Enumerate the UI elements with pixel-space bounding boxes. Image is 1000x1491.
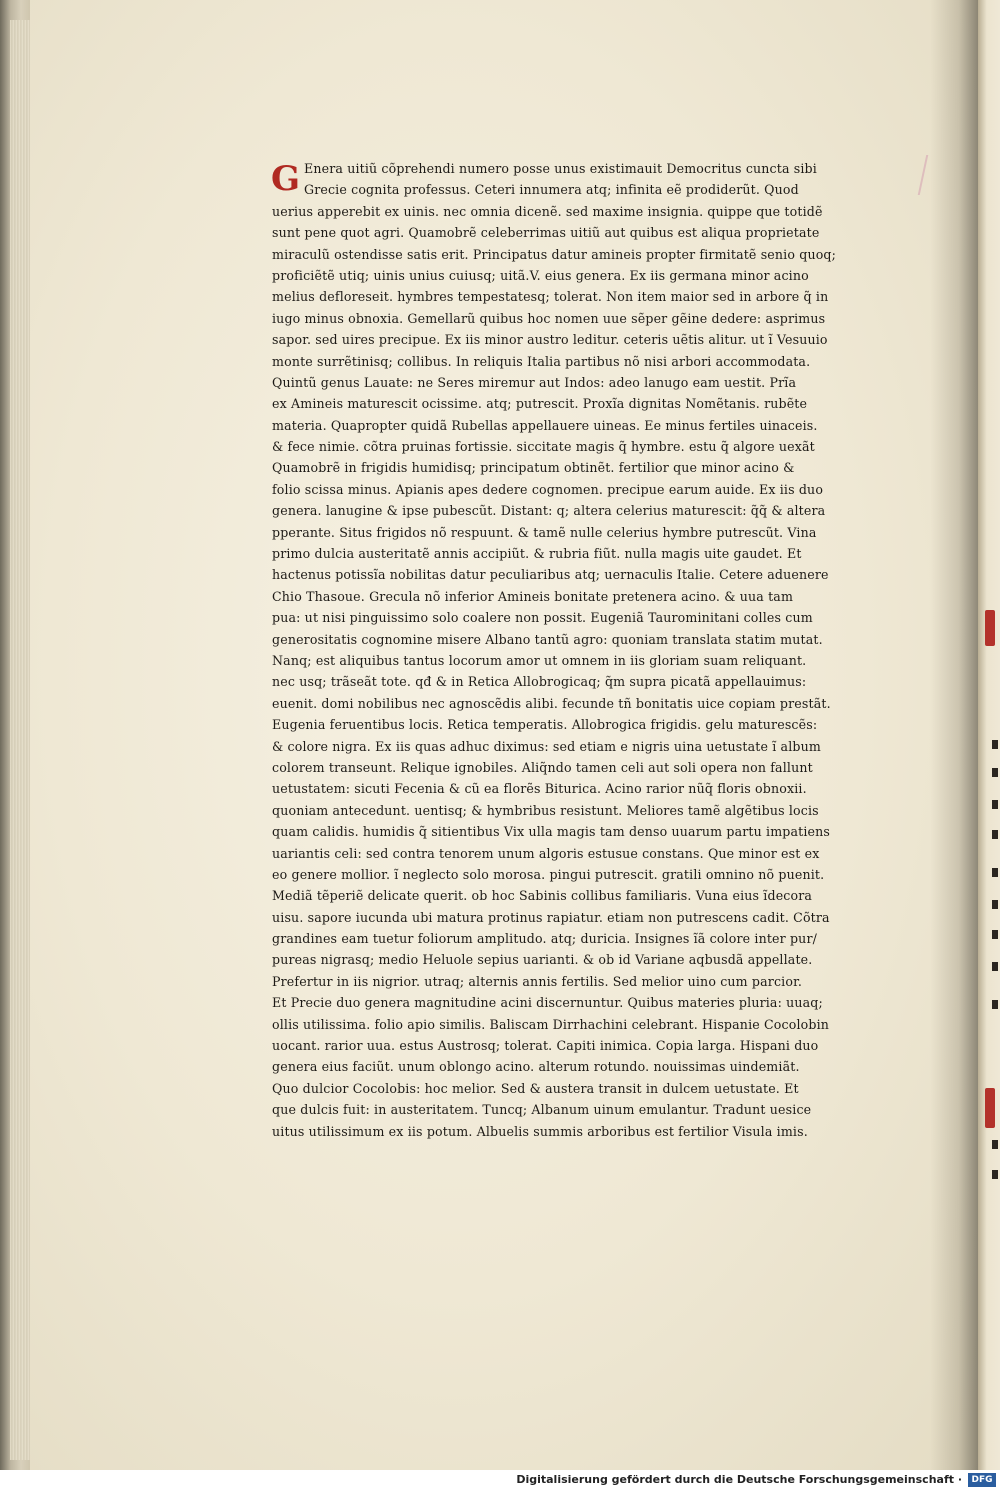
text-line: uitus utilissimum ex iis potum. Albuelis summis arboribus est fertilior Visula imis.	[272, 1123, 808, 1139]
gutter-shadow	[930, 0, 978, 1470]
text-line: Eugenia feruentibus locis. Retica temperatis. Allobrogica frigidis. gelu maturescẽs:	[272, 717, 818, 733]
text-line: uetustatem: sicuti Fecenia & cũ ea florẽs Biturica. Acino rarior nũq̃ floris obnoxii.	[272, 781, 807, 797]
text-line: iugo minus obnoxia. Gemellarũ quibus hoc nomen uue sẽper gẽine dedere: asprimus	[272, 310, 826, 326]
facing-page-text-fragment	[992, 1170, 998, 1179]
text-line: sunt pene quot agri. Quamobrẽ celeberrimas uitiũ aut quibus est aliqua proprietate	[272, 225, 820, 241]
text-line: ex Amineis maturescit ocissime. atq; putrescit. Proxĩa dignitas Nomẽtanis. rubẽte	[272, 396, 808, 412]
text-line: grandines eam tuetur foliorum amplitudo. atq; duricia. Insignes ĩã colore inter pur/	[272, 931, 818, 947]
page-stack	[10, 20, 32, 1460]
text-line: Nanq; est aliquibus tantus locorum amor ut omnem in iis gloriam suam reliquant.	[272, 652, 807, 668]
facing-page-text-fragment	[992, 768, 998, 777]
facing-page-text-fragment	[992, 740, 998, 749]
text-line: quam calidis. humidis q̃ sitientibus Vix ulla magis tam denso uuarum partu impatiens	[272, 824, 831, 840]
text-line: olli̇s utilissima. folio apio similis. Baliscam Dirrhachini celebrant. Hispanie Cocolobin	[272, 1016, 830, 1032]
text-line: Mediã tẽperiẽ delicate querit. ob hoc Sabinis collibus familiaris. Vuna eius ĩdecora	[272, 888, 813, 904]
text-line: Grecie cognita professus. Ceteri innumera atq; infinita eẽ prodiderũt. Quod	[304, 182, 799, 198]
facing-page-text-fragment	[992, 930, 998, 939]
text-line: generositatis cognomine misere Albano tantũ agro: quoniam translata statim mutat.	[272, 631, 823, 647]
incunabula-text-block	[272, 158, 912, 1142]
text-line: sapor. sed uires precipue. Ex iis minor austro leditur. ceteris uẽtis alitur. ut ĩ Vesuuio	[272, 332, 828, 348]
facing-page-text-fragment	[992, 1000, 998, 1009]
text-line: eo genere mollior. ĩ neglecto solo morosa. pingui putrescit. gratili omnino nõ puenit.	[272, 866, 825, 882]
text-line: pua: ut nisi pinguissimo solo coalere non possit. Eugeniã Taurominitani colles cum	[272, 610, 813, 626]
text-line: Quamobrẽ in frigidis humidisq; principatum obtinẽt. fertilior que minor acino &	[272, 460, 795, 476]
text-line: pureas nigrasq; medio Heluole sepius uarianti. & ob id Variane aqbusdã appellate.	[272, 952, 813, 968]
text-line: folio scissa minus. Apianis apes dedere cognomen. precipue earum auide. Ex iis duo	[272, 481, 824, 497]
facing-page-text-fragment	[992, 1140, 998, 1149]
text-line: uariantis celi: sed contra tenorem unum algoris estusue constans. Que minor est ex	[272, 845, 820, 861]
rubricated-initial: G	[271, 159, 301, 199]
text-line: Quintũ genus Lauate: ne Seres miremur aut Indos: adeo lanugo eam uestit. Prĩa	[272, 374, 797, 390]
text-line: melius defloreseit. hymbres tempestatesq; tolerat. Non item maior sed in arbore q̃ in	[272, 289, 829, 305]
text-line: primo dulcia austeritatẽ annis accipiũt. & rubria fiũt. nulla magis uite gaudet. Et	[272, 546, 802, 562]
text-line: Enera uitiũ cõprehendi numero posse unus existimauit Democritus cuncta sibi	[304, 161, 817, 176]
text-line: uerius apperebit ex uinis. nec omnia dicenẽ. sed maxime insignia. quippe que totidẽ	[272, 203, 823, 219]
text-line: pperante. Situs frigidos nõ respuunt. & tamẽ nulle celerius hymbre putrescũt. Vina	[272, 524, 817, 540]
funding-credit: Digitalisierung gefördert durch die Deutsche Forschungsgemeinschaft ·	[516, 1473, 962, 1486]
facing-page-text-fragment	[992, 962, 998, 971]
facing-page-text-fragment	[992, 800, 998, 809]
text-line: nec usq; trãseãt tote. qđ & in Retica Allobrogicaq; q̃m supra picatã appellauimus:	[272, 674, 807, 690]
text-line: monte surrẽtinisq; collibus. In reliquis Italia partibus nõ nisi arbori accommodata.	[272, 353, 811, 369]
facing-page-text-fragment	[992, 830, 998, 839]
text-line: uisu. sapore iucunda ubi matura protinus rapiatur. etiam non putrescens cadit. Cõtra	[272, 909, 830, 925]
text-line: que dulcis fuit: in austeritatem. Tuncq; Albanum uinum emulantur. Tradunt uesice	[272, 1102, 812, 1118]
text-line: miraculũ ostendisse satis erit. Principatus datur amineis propter firmitatẽ senio quoq;	[272, 246, 837, 262]
text-line: proficiẽtẽ utiq; uinis unius cuiusq; uitã.V. eius genera. Ex iis germana minor acino	[272, 267, 809, 283]
dfg-logo: DFG	[968, 1473, 996, 1487]
text-line: & colore nigra. Ex iis quas adhuc diximus: sed etiam e nigris uina uetustate ĩ album	[272, 738, 821, 754]
text-line: genera eius faciũt. unum oblongo acino. alterum rotundo. nouissimas uindemiãt.	[272, 1059, 800, 1075]
facing-page-text-fragment	[992, 868, 998, 877]
text-line: colorem transeunt. Relique ignobiles. Aliq̃ndo tamen celi aut soli opera non fallunt	[272, 759, 813, 775]
text-line: Prefertur in iis nigrior. utraq; alternis annis fertilis. Sed melior uino cum parcior.	[272, 973, 803, 989]
text-line: Et Precie duo genera magnitudine acini discernuntur. Quibus materies pluria: uuaq;	[272, 995, 823, 1011]
text-line: euenit. domi nobilibus nec agnoscẽdis alibi. fecunde tñ bonitatis uice copiam prestãt.	[272, 695, 831, 711]
text-line: Quo dulcior Cocolobis: hoc melior. Sed & austera transit in dulcem uetustate. Et	[272, 1080, 799, 1096]
facing-page-red-initial	[985, 1088, 995, 1128]
text-line: uocant. rarior uua. estus Austrosq; tolerat. Capiti inimica. Copia larga. Hispani duo	[272, 1038, 819, 1054]
text-line: genera. lanugine & ipse pubescũt. Distant: q; altera celerius maturescit: q̃q̃ & altera	[272, 503, 826, 519]
facing-page-red-initial	[985, 610, 995, 646]
footer-bar	[0, 1470, 1000, 1491]
text-line: Chio Thasoue. Grecula nõ inferior Amineis bonitate pretenera acino. & uua tam	[272, 588, 794, 604]
facing-page-text-fragment	[992, 900, 998, 909]
text-line: hactenus potissĩa nobilitas datur peculiaribus atq; uernaculis Italie. Cetere aduenere	[272, 567, 829, 583]
text-line: & fece nimie. cõtra pruinas fortissie. siccitate magis q̃ hymbre. estu q̃ algore uexãt	[272, 439, 815, 455]
text-line: materia. Quapropter quidã Rubellas appellauere uineas. Ee minus fertiles uinaceis.	[272, 417, 818, 433]
text-line: quoniam antecedunt. uentisq; & hymbribus resistunt. Meliores tamẽ algẽtibus locis	[272, 802, 819, 818]
facing-page-edge	[978, 0, 1000, 1470]
